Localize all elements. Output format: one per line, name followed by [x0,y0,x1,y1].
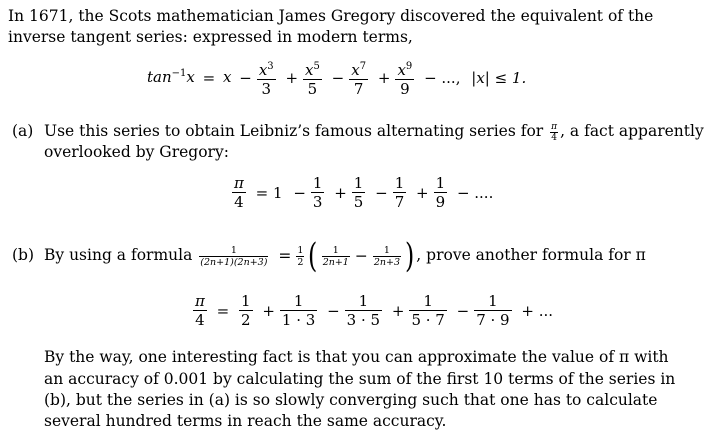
partial-term-2: $\frac{1}{2n+3}$ [373,244,401,268]
part-b-label: (b) [12,246,35,264]
leibniz-term-fraction: $\frac{1}{5}$ [353,174,364,211]
closing-line-2: an accuracy of 0.001 by calculating the sum of the first 10 terms of the series in [44,370,676,388]
eq-term-fraction: $\frac{x^3}{3}$ [257,58,276,98]
leibniz-term-sign: + [334,183,347,202]
eq-lhs-exponent: −1 [171,68,187,79]
eq-lhs-var: x [186,68,195,86]
left-paren: ( [308,236,318,276]
pi4-term-fraction: $\frac{1}{2}$ [241,292,251,329]
pi4-term-sign: + [391,301,405,320]
eq-term-sign: + [285,69,299,87]
pi-over-4-fraction: $\frac{\pi}{4}$ [551,121,558,143]
one-half-fraction: $\frac{1}{2}$ [297,244,304,268]
leibniz-series-equation [230,174,496,211]
closing-line-1: By the way, one interesting fact is that you can approximate the value of π with [44,348,669,366]
pi4-term-sign: − [456,301,470,320]
pi4-term-fraction: $\frac{1}{3 \cdot 5}$ [346,292,381,329]
pi4-term-fraction: $\frac{1}{7 \cdot 9}$ [476,292,510,329]
partial-term-1: $\frac{1}{2n+1}$ [322,244,349,268]
leibniz-lhs-fraction: $\frac{\pi}{4}$ [234,174,244,211]
leibniz-tail: − .... [456,183,494,202]
pi4-equals: = [216,301,230,320]
part-b-line [44,234,646,276]
part-a-label: (a) [12,122,34,140]
part-a-text-after: , a fact apparently [560,122,704,140]
gregory-series-equation [147,58,529,98]
leibniz-term-fraction: $\frac{1}{3}$ [312,174,323,211]
eq-term-fraction: $\frac{x^9}{9}$ [395,58,414,98]
eq-lhs-tan: tan [147,68,172,86]
right-paren: ) [405,236,415,276]
part-b-equals: = [278,247,292,265]
eq-term-sign: − [239,69,252,87]
eq-condition: |x| ≤ 1. [471,69,527,87]
intro-line-2: inverse tangent series: expressed in modern terms, [8,28,413,46]
closing-line-3: (b), but the series in (a) is so slowly converging such that one has to calculate [44,391,658,409]
leibniz-term-fraction: $\frac{1}{7}$ [394,174,405,211]
closing-line-4: several hundred terms in reach the same accuracy. [44,412,447,430]
leibniz-equals-one: = 1 [255,183,283,202]
part-a-line-2: overlooked by Gregory: [44,143,229,161]
partial-fraction-lhs: $\frac{1}{(2n+1)(2n+3)}$ [200,244,268,268]
eq-term-fraction: $\frac{x^5}{5}$ [303,58,322,98]
eq-x: x [223,68,232,86]
leibniz-term-sign: + [416,183,429,202]
part-a-text-before: Use this series to obtain Leibniz’s famous alternating series for [44,122,544,140]
part-a-line-1 [44,121,704,143]
eq-equals: = [202,69,216,87]
pi4-tail: + ... [521,301,554,320]
eq-term-fraction: $\frac{x^7}{7}$ [349,58,368,98]
leibniz-term-sign: − [293,183,306,202]
pi4-term-fraction: $\frac{1}{1 \cdot 3}$ [281,292,316,329]
part-b-text-before: By using a formula [44,246,193,264]
part-b-minus: − [354,247,368,265]
pi4-term-sign: + [262,301,275,320]
leibniz-term-sign: − [375,183,388,202]
pi4-term-fraction: $\frac{1}{5 \cdot 7}$ [411,292,445,329]
pi4-lhs-fraction: $\frac{\pi}{4}$ [195,292,205,329]
leibniz-term-fraction: $\frac{1}{9}$ [435,174,446,211]
pi4-term-sign: − [327,301,340,320]
part-b-text-after: , prove another formula for π [416,246,646,264]
eq-term-sign: − [331,69,345,87]
intro-line-1: In 1671, the Scots mathematician James Gregory discovered the equivalent of the [8,7,654,25]
pi-over-4-series-equation [191,292,556,329]
eq-term-sign: + [377,69,391,87]
eq-tail: − ..., [424,69,461,87]
